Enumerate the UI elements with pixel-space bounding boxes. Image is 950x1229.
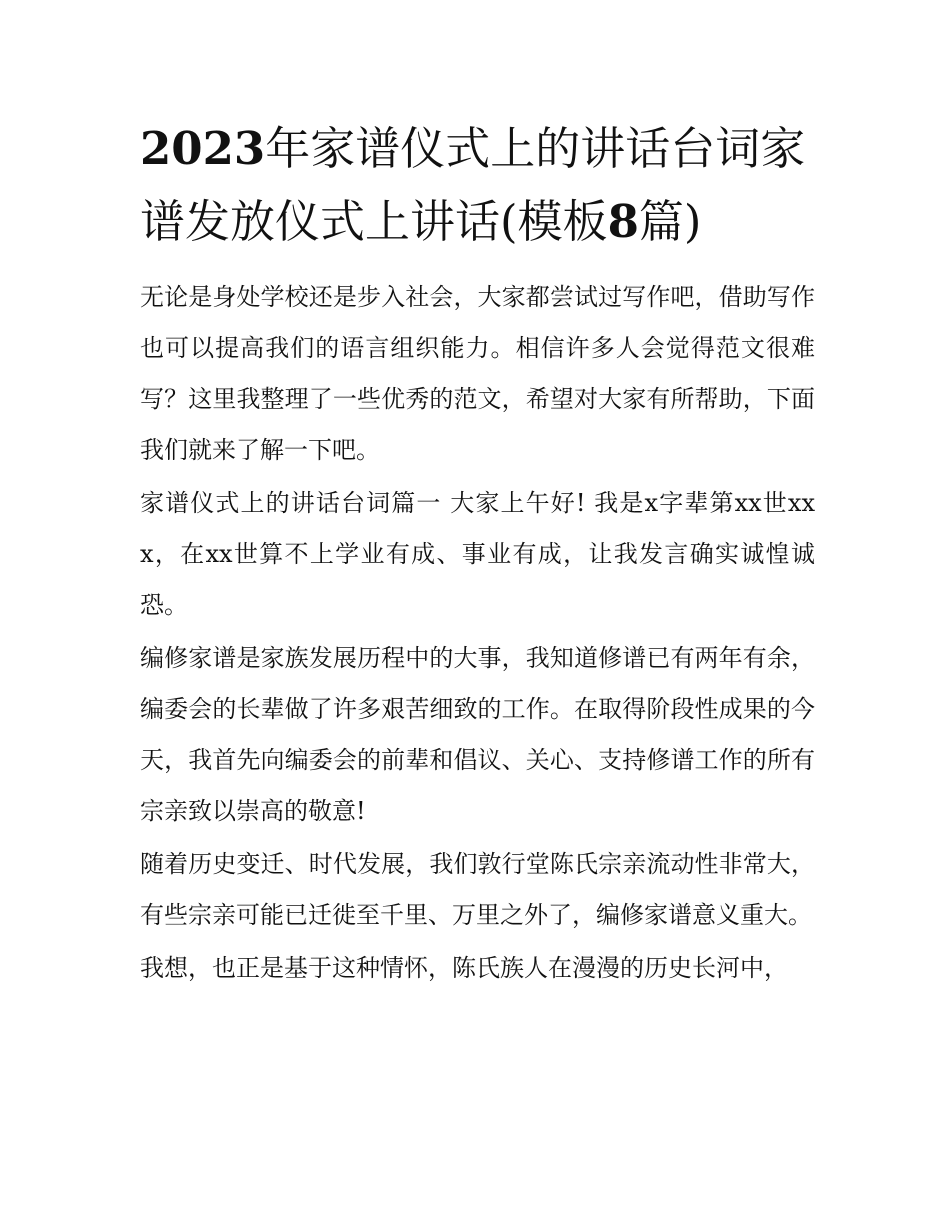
paragraph-intro: 无论是身处学校还是步入社会，大家都尝试过写作吧，借助写作也可以提高我们的语言组织能力。相信许多人会觉得范文很难写？这里我整理了一些优秀的范文，希望对大家有所帮助，下面我们就来了解一下吧。 xyxy=(140,283,815,464)
paragraph-sentiment: 我想，也正是基于这种情怀，陈氏族人在漫漫的历史长河中， xyxy=(140,954,788,982)
document-title: 2023年家谱仪式上的讲话台词家谱发放仪式上讲话(模板8篇) xyxy=(140,122,806,248)
document-content xyxy=(140,112,815,996)
paragraph-compilation: 编修家谱是家族发展历程中的大事，我知道修谱已有两年有余，编委会的长辈做了许多艰苦细致的工作。在取得阶段性成果的今天，我首先向编委会的前辈和倡议、关心、支持修谱工作的所有宗亲致以崇高的敬意! xyxy=(140,644,815,825)
paragraph-migration: 随着历史变迁、时代发展，我们敦行堂陈氏宗亲流动性非常大，有些宗亲可能已迁徙至千里、万里之外了，编修家谱意义重大。 xyxy=(140,850,815,929)
document-body xyxy=(140,272,815,994)
paragraph-greeting: 家谱仪式上的讲话台词篇一 大家上午好! 我是x字辈第xx世xxx，在xx世算不上学业有成、事业有成，让我发言确实诚惶诚恐。 xyxy=(140,489,815,619)
